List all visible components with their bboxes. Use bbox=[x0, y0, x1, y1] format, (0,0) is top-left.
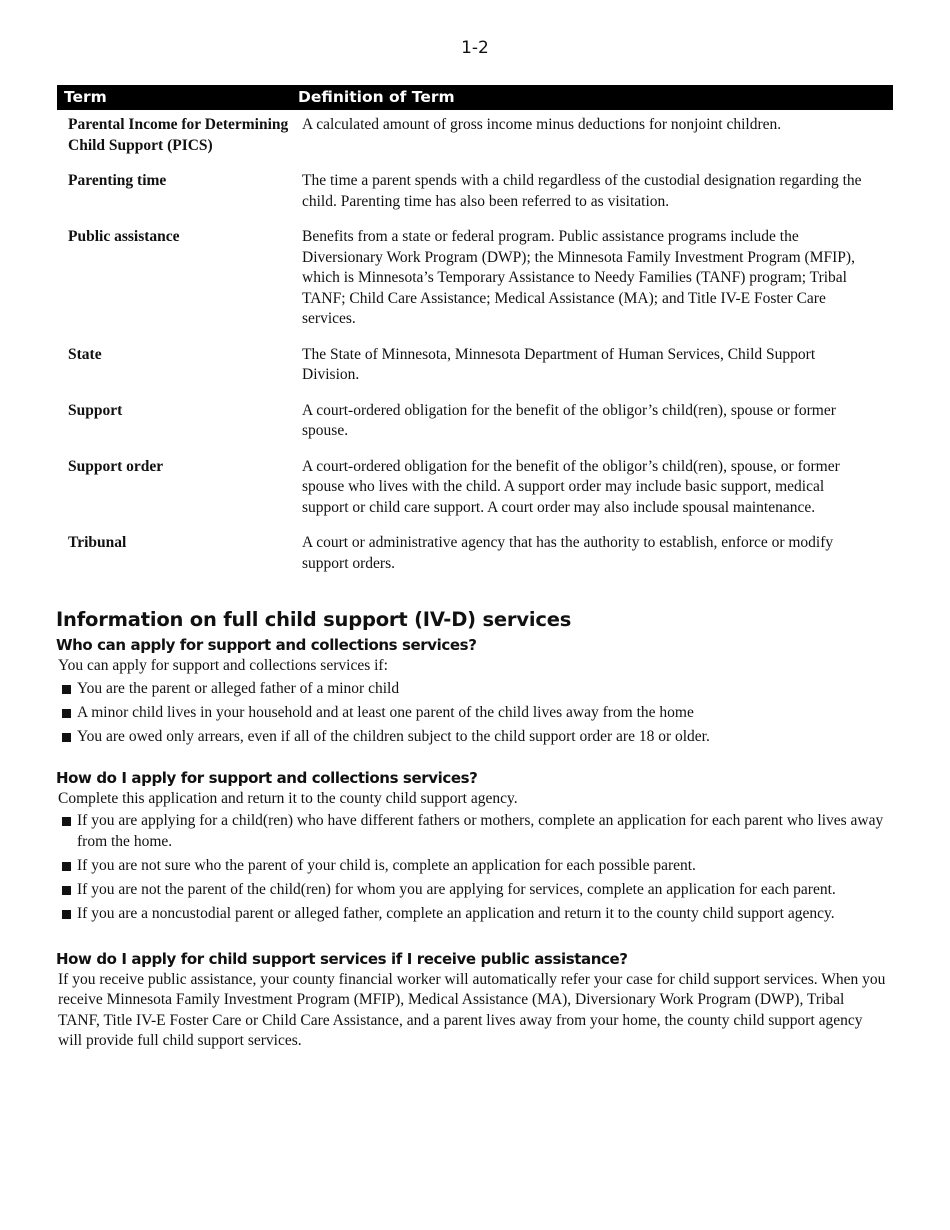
header-term: Term bbox=[57, 85, 292, 110]
square-bullet-icon bbox=[62, 817, 71, 826]
term-cell: Parenting time bbox=[68, 172, 167, 189]
definitions-table bbox=[57, 85, 893, 584]
list-item-text: You are the parent or alleged father of a minor child bbox=[77, 679, 400, 697]
definition-cell: The State of Minnesota, Minnesota Department of Human Services, Child Support Division. bbox=[302, 345, 816, 383]
term-cell: Support order bbox=[68, 457, 164, 475]
definition-cell: Benefits from a state or federal program. Public assistance programs include the Diversionary Work Program (DWP); the Minnesota Family Investment Program (MFIP), which is Minnesota’s Temporary Assistance to Needy Families (TANF) program; Tribal TANF; Child Care Assistance; Medical Assistance (MA); and Title IV-E Foster Care services. bbox=[302, 228, 855, 327]
table-row bbox=[57, 222, 893, 340]
table-header-row bbox=[57, 85, 893, 110]
table-row bbox=[57, 340, 893, 396]
page-number: 1-2 bbox=[461, 38, 489, 58]
list-item-text: If you are applying for a child(ren) who have different fathers or mothers, complete an application for each parent who lives away from the home. bbox=[77, 812, 884, 850]
how-to-apply-intro: Complete this application and return it to the county child support agency. bbox=[58, 789, 518, 807]
definition-cell: A court-ordered obligation for the benefit of the obligor’s child(ren), spouse or former spouse. bbox=[302, 401, 836, 439]
definition-cell: A court or administrative agency that has the authority to establish, enforce or modify support orders. bbox=[302, 534, 834, 572]
table-row bbox=[57, 396, 893, 452]
term-cell: Tribunal bbox=[68, 534, 127, 551]
list-item bbox=[62, 703, 886, 724]
term-cell: Public assistance bbox=[68, 228, 180, 245]
term-cell: Support bbox=[68, 401, 123, 419]
section-title: Information on full child support (IV-D) services bbox=[56, 608, 572, 631]
table-row bbox=[57, 528, 893, 584]
term-cell: State bbox=[68, 345, 102, 363]
list-item-text: If you are a noncustodial parent or alleged father, complete an application and return it to the county child support agency. bbox=[77, 904, 835, 922]
definition-cell: A court-ordered obligation for the benefit of the obligor’s child(ren), spouse, or former spouse who lives with the child. A support order may include basic support, medical support or child care support. A court order may also include spousal maintenance. bbox=[302, 457, 840, 516]
list-item-text: A minor child lives in your household and at least one parent of the child lives away from the home bbox=[77, 703, 694, 721]
square-bullet-icon bbox=[62, 862, 71, 871]
square-bullet-icon bbox=[62, 733, 71, 742]
list-item bbox=[62, 679, 886, 700]
list-item bbox=[62, 811, 886, 852]
who-can-apply-heading: Who can apply for support and collections services? bbox=[56, 636, 477, 654]
how-to-apply-heading: How do I apply for support and collections services? bbox=[56, 768, 478, 787]
list-item-text: If you are not the parent of the child(ren) for whom you are applying for services, complete an application for each parent. bbox=[77, 880, 836, 898]
header-definition: Definition of Term bbox=[292, 85, 893, 110]
how-to-apply-list bbox=[56, 811, 886, 924]
iv-d-services-section bbox=[56, 606, 886, 1052]
list-item bbox=[62, 727, 886, 748]
who-can-apply-intro: You can apply for support and collections services if: bbox=[58, 657, 388, 674]
square-bullet-icon bbox=[62, 685, 71, 694]
square-bullet-icon bbox=[62, 886, 71, 895]
square-bullet-icon bbox=[62, 910, 71, 919]
who-can-apply-list bbox=[56, 679, 886, 748]
table-row bbox=[57, 452, 893, 529]
list-item-text: If you are not sure who the parent of your child is, complete an application for each possible parent. bbox=[77, 856, 696, 874]
public-assistance-body: If you receive public assistance, your county financial worker will automatically refer your case for child support services. When you receive Minnesota Family Investment Program (MFIP), Medical Assistance (MA), Diversionary Work Program (DWP), Tribal TANF, Title IV-E Foster Care or Child Care Assistance, and a parent lives away from your home, the county child support agency will provide full child support services. bbox=[58, 970, 886, 1049]
square-bullet-icon bbox=[62, 709, 71, 718]
definition-cell: The time a parent spends with a child regardless of the custodial designation regarding the child. Parenting time has also been referred to as visitation. bbox=[302, 172, 862, 210]
table-row bbox=[57, 166, 893, 222]
public-assistance-heading: How do I apply for child support services if I receive public assistance? bbox=[56, 949, 628, 968]
definition-cell: A calculated amount of gross income minus deductions for nonjoint children. bbox=[302, 116, 782, 133]
list-item bbox=[62, 856, 886, 877]
list-item-text: You are owed only arrears, even if all of the children subject to the child support order are 18 or older. bbox=[77, 727, 710, 745]
list-item bbox=[62, 904, 886, 925]
term-cell: Parental Income for Determining Child Support (PICS) bbox=[68, 116, 289, 154]
table-row bbox=[57, 110, 893, 166]
list-item bbox=[62, 880, 886, 901]
